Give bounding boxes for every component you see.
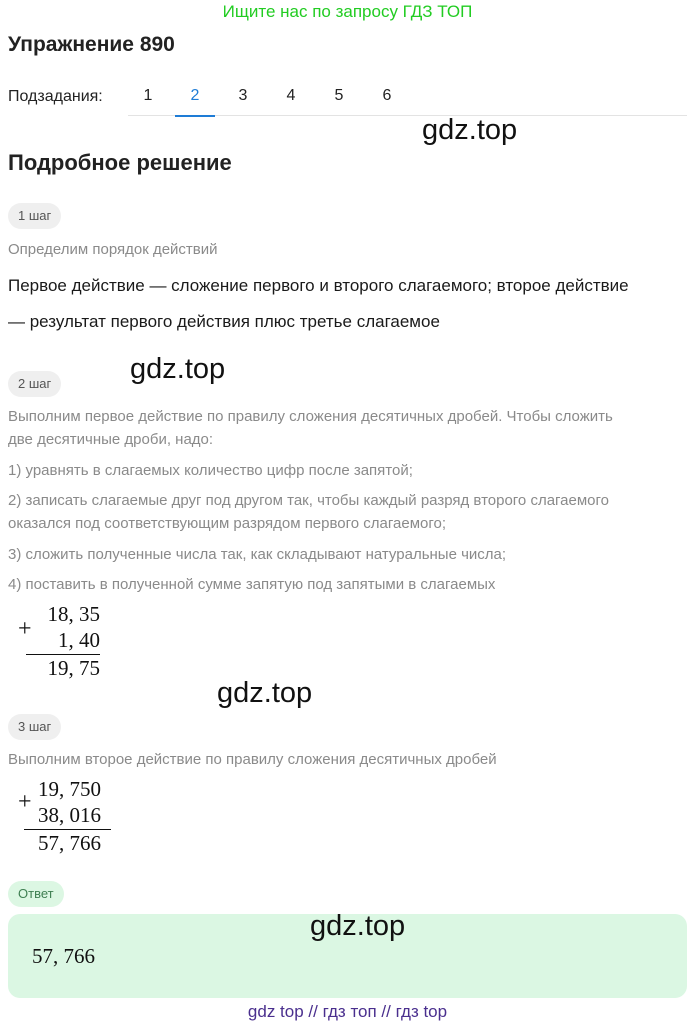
step-3-intro: Выполним второе действие по правилу сложения десятичных дробей bbox=[8, 751, 497, 768]
subtasks-label: Подзадания: bbox=[8, 88, 103, 105]
sum: 19, 75 bbox=[47, 656, 100, 680]
subtask-tab-5[interactable]: 5 bbox=[334, 87, 344, 104]
subtask-tab-1[interactable]: 1 bbox=[143, 87, 153, 104]
watermark: gdz.top bbox=[217, 677, 313, 709]
step-2-rule-2-line-1: 2) записать слагаемые друг под другом так, чтобы каждый разряд второго слагаемого bbox=[8, 492, 610, 509]
section-title: Подробное решение bbox=[8, 150, 232, 175]
addend-1: 18, 35 bbox=[47, 602, 100, 626]
promo-banner[interactable]: Ищите нас по запросу ГДЗ ТОП bbox=[222, 2, 473, 21]
sum-line bbox=[26, 654, 100, 655]
addend-2: 1, 40 bbox=[58, 628, 100, 652]
step-2-rule-2-line-2: оказался под соответствующим разрядом первого слагаемого; bbox=[8, 515, 447, 532]
watermark: gdz.top bbox=[310, 910, 406, 942]
watermark: gdz.top bbox=[130, 353, 226, 385]
subtask-tab-4[interactable]: 4 bbox=[286, 87, 296, 104]
step-1-badge: 1 шаг bbox=[8, 203, 61, 229]
step-2-badge: 2 шаг bbox=[8, 371, 61, 397]
step-2-intro-line-2: две десятичные дроби, надо: bbox=[8, 431, 214, 448]
answer-badge: Ответ bbox=[8, 881, 64, 907]
subtask-tab-3[interactable]: 3 bbox=[238, 87, 248, 104]
step-2-rule-4: 4) поставить в полученной сумме запятую под запятыми в слагаемых bbox=[8, 576, 496, 593]
step-3-column-addition bbox=[18, 777, 101, 857]
subtask-tab-6[interactable]: 6 bbox=[382, 87, 392, 104]
addend-1: 19, 750 bbox=[38, 777, 101, 801]
plus-sign: + bbox=[18, 789, 32, 815]
step-2-intro-line-1: Выполним первое действие по правилу сложения десятичных дробей. Чтобы сложить bbox=[8, 408, 613, 425]
subtask-tabs bbox=[128, 78, 687, 116]
sum-line bbox=[24, 829, 111, 830]
plus-sign: + bbox=[18, 616, 32, 642]
step-2-column-addition bbox=[18, 602, 100, 682]
exercise-title: Упражнение 890 bbox=[8, 33, 175, 56]
step-2-rule-3: 3) сложить полученные числа так, как складывают натуральные числа; bbox=[8, 546, 507, 563]
answer-value: 57, 766 bbox=[32, 944, 95, 968]
step-1-text-line-2: — результат первого действия плюс третье слагаемое bbox=[8, 312, 440, 331]
step-3-badge: 3 шаг bbox=[8, 714, 61, 740]
step-1-hint: Определим порядок действий bbox=[8, 241, 218, 258]
watermark: gdz.top bbox=[422, 114, 518, 146]
sum: 57, 766 bbox=[38, 831, 101, 855]
subtask-tab-2[interactable]: 2 bbox=[175, 78, 215, 116]
addend-2: 38, 016 bbox=[38, 803, 101, 827]
step-2-rule-1: 1) уравнять в слагаемых количество цифр после запятой; bbox=[8, 462, 413, 479]
step-1-text-line-1: Первое действие — сложение первого и второго слагаемого; второе действие bbox=[8, 276, 629, 295]
footer-links[interactable]: gdz top // гдз топ // гдз top bbox=[247, 1002, 448, 1021]
